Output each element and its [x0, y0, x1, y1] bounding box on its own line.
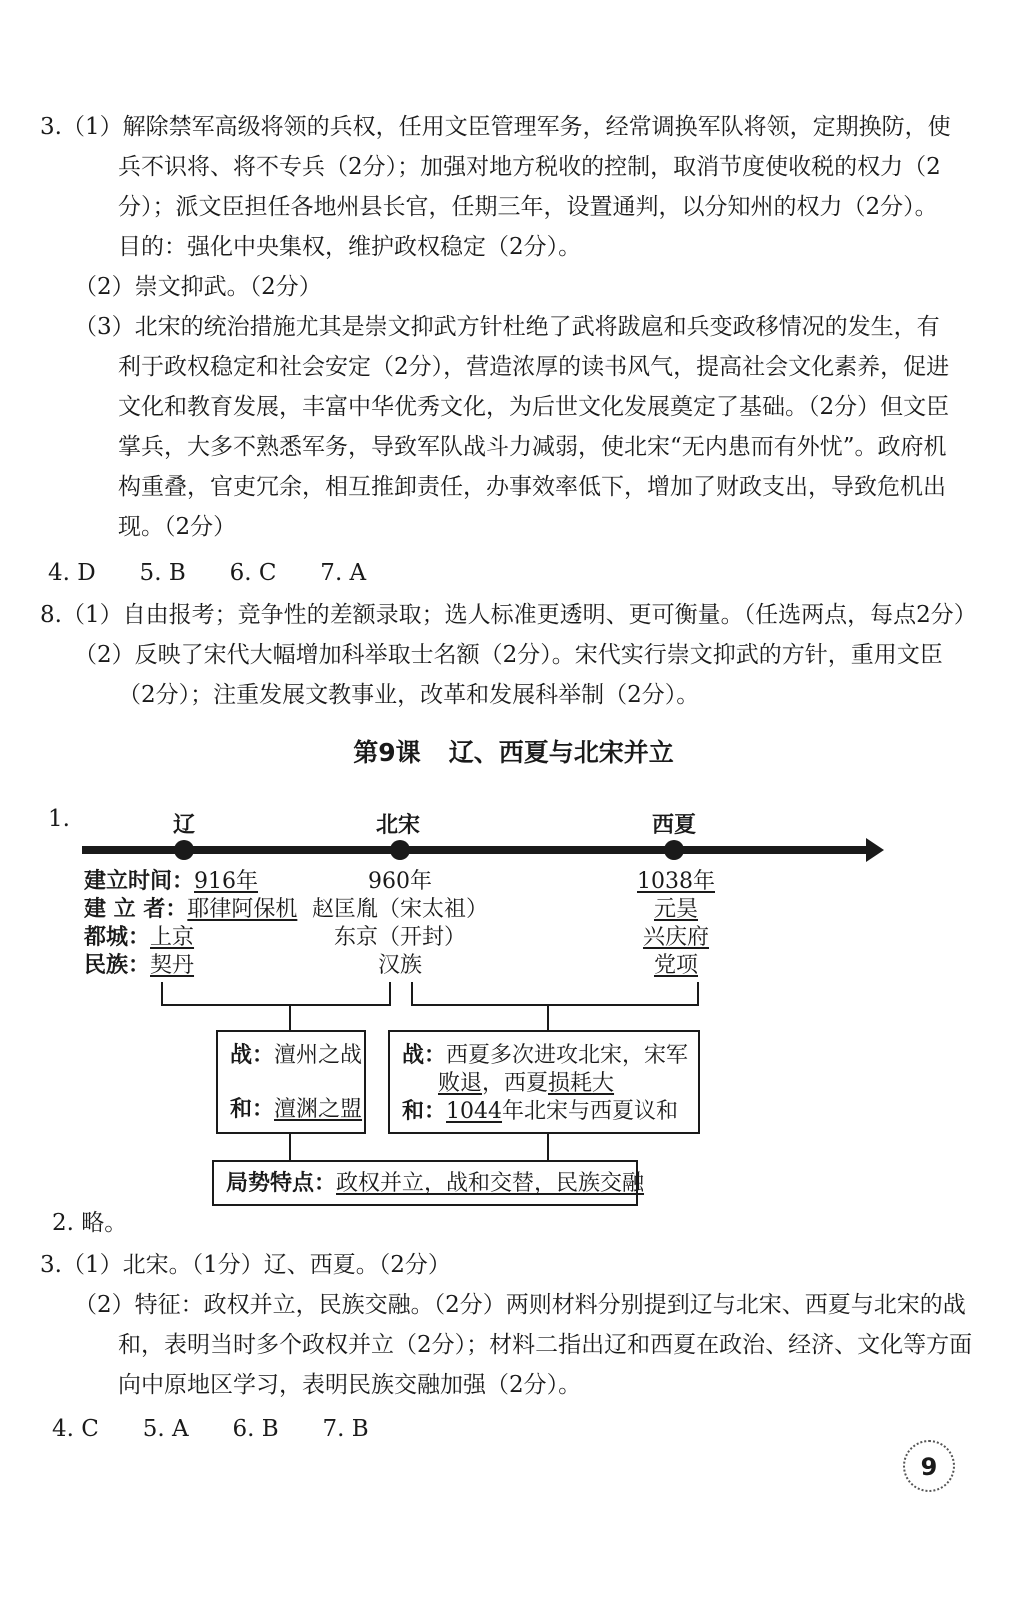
answer-line: 构重叠，官吏冗余，相互推卸责任，办事效率低下，增加了财政支出，导致危机出 — [118, 474, 946, 500]
xixia-ethnic: 党项 — [653, 953, 699, 978]
answer-line: 8.（1）自由报考；竞争性的差额录取；选人标准更透明、更可衡量。（任选两点，每点2分） — [40, 602, 977, 628]
liao-song-peace: 和：澶渊之盟 — [230, 1097, 363, 1122]
answer-line: （2）特征：政权并立，民族交融。（2分）两则材料分别提到辽与北宋、西夏与北宋的战 — [74, 1292, 966, 1318]
choice-answers: 4. D 5. B 6. C 7. A — [48, 560, 367, 586]
situation-text: 局势特点：政权并立，战和交替，民族交融 — [226, 1171, 645, 1196]
liao-founder: 耶律阿保机 — [187, 897, 298, 922]
liao-ethnic: 契丹 — [150, 953, 195, 978]
situation-box — [212, 1160, 645, 1206]
answer-line: 和，表明当时多个政权并立（2分）；材料二指出辽和西夏在政治、经济、文化等方面 — [118, 1332, 973, 1358]
xixia-capital: 兴庆府 — [642, 925, 710, 950]
bracket-song-xixia — [412, 982, 698, 1005]
xixia-time: 1038年 — [637, 869, 715, 894]
song-ethnic: 汉族 — [377, 953, 423, 978]
liao-time-row: 建立时间：916年 — [84, 869, 259, 894]
node-song: 北宋 — [375, 813, 421, 838]
answer-line: 掌兵，大多不熟悉军务，导致军队战斗力减弱，使北宋“无内患而有外忧”。政府机 — [118, 434, 947, 460]
timeline-dot-xixia — [664, 840, 684, 860]
answer-line: 3.（1）解除禁军高级将领的兵权，任用文臣管理军务，经常调换军队将领，定期换防，使 — [40, 114, 951, 140]
song-time: 960年 — [368, 869, 432, 894]
xixia-song-war-2: 败退，西夏损耗大 — [438, 1071, 615, 1096]
liao-song-war: 战：澶州之战 — [230, 1043, 363, 1068]
answer-line: 分）；派文臣担任各地州县长官，任期三年，设置通判，以分知州的权力（2分）。 — [118, 194, 938, 220]
answer-line: 2. 略。 — [52, 1210, 128, 1236]
node-liao: 辽 — [172, 813, 196, 838]
answer-line: 向中原地区学习，表明民族交融加强（2分）。 — [118, 1372, 582, 1398]
liao-capital-row: 都城：上京 — [84, 925, 195, 950]
liao-founder-row: 建 立 者：耶律阿保机 — [84, 897, 298, 922]
song-founder: 赵匡胤（宋太祖） — [311, 897, 489, 922]
answer-line: 利于政权稳定和社会安定（2分），营造浓厚的读书风气，提高社会文化素养，促进 — [118, 354, 950, 380]
liao-capital: 上京 — [150, 925, 195, 950]
xixia-song-peace: 和：1044年北宋与西夏议和 — [402, 1099, 679, 1124]
liao-time: 916年 — [194, 869, 259, 894]
timeline-arrow-icon — [866, 838, 884, 862]
timeline-dot-song — [390, 840, 410, 860]
xixia-song-war-1: 战：西夏多次进攻北宋，宋军 — [402, 1043, 689, 1068]
bracket-liao-song — [162, 982, 390, 1005]
answer-line: 文化和教育发展，丰富中华优秀文化，为后世文化发展奠定了基础。（2分）但文臣 — [118, 394, 950, 420]
liao-song-box — [216, 1030, 366, 1134]
answer-line: 兵不识将、将不专兵（2分）；加强对地方税收的控制，取消节度使收税的权力（2 — [118, 154, 941, 180]
lesson-title — [0, 736, 1027, 770]
xixia-song-box — [388, 1030, 700, 1134]
lesson-name: 辽、西夏与北宋并立 — [448, 738, 674, 767]
liao-ethnic-row: 民族：契丹 — [84, 953, 195, 978]
page-number: 9 — [903, 1440, 955, 1492]
choice-answers: 4. C 5. A 6. B 7. B — [52, 1416, 369, 1442]
node-xixia: 西夏 — [651, 813, 697, 838]
answer-line: （3）北宋的统治措施尤其是崇文抑武方针杜绝了武将跋扈和兵变政移情况的发生，有 — [74, 314, 940, 340]
answer-line: （2）崇文抑武。（2分） — [74, 274, 322, 300]
answer-line: 3.（1）北宋。（1分）辽、西夏。（2分） — [40, 1252, 451, 1278]
xixia-founder: 元昊 — [653, 897, 699, 922]
answer-line: （2）反映了宋代大幅增加科举取士名额（2分）。宋代实行崇文抑武的方针，重用文臣 — [74, 642, 943, 668]
answer-line: 目的：强化中央集权，维护政权稳定（2分）。 — [118, 234, 582, 260]
lesson-number: 第9课 — [353, 738, 421, 767]
timeline-bar — [82, 846, 872, 854]
answer-line: （2分）；注重发展文教事业，改革和发展科举制（2分）。 — [118, 682, 700, 708]
item-number: 1. — [48, 806, 70, 832]
answer-line: 现。（2分） — [118, 514, 237, 540]
timeline-dot-liao — [174, 840, 194, 860]
song-capital: 东京（开封） — [333, 925, 467, 950]
